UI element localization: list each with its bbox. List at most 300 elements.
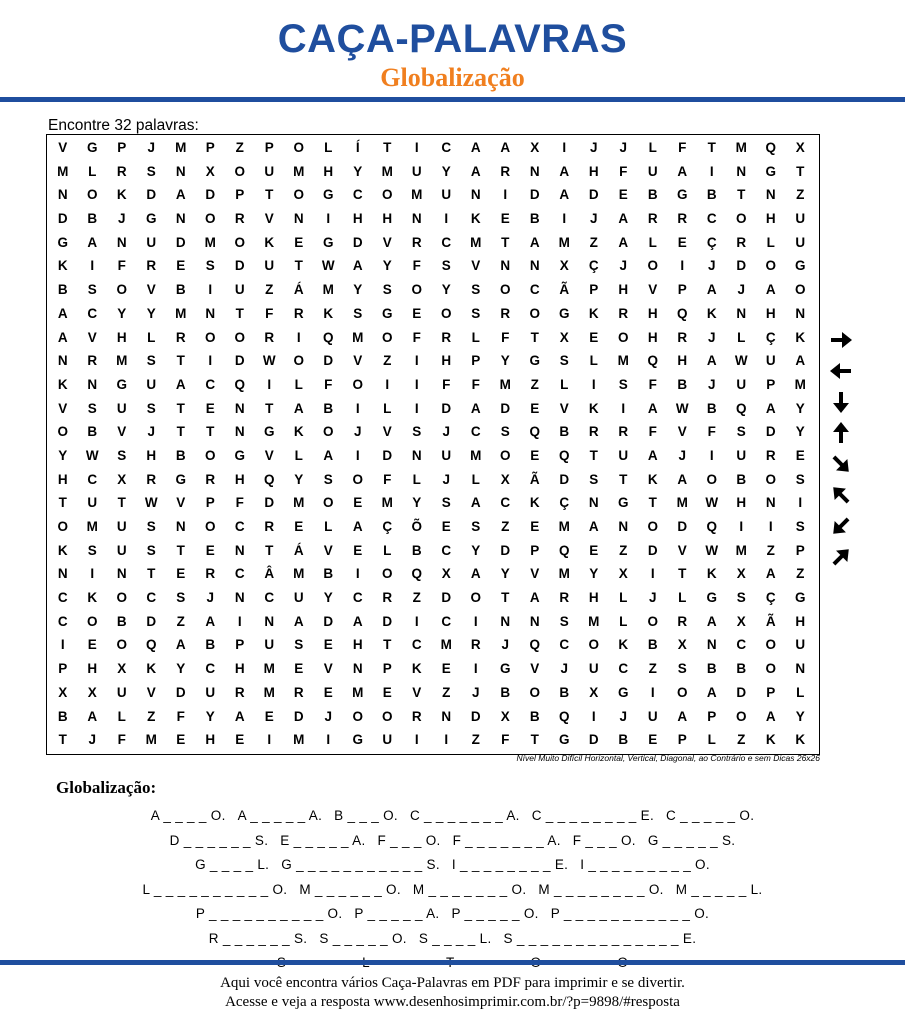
grid-letter: J bbox=[678, 447, 686, 463]
grid-letter: G bbox=[263, 424, 275, 440]
grid-letter: N bbox=[57, 566, 68, 582]
grid-letter: R bbox=[618, 305, 629, 321]
grid-letter: I bbox=[90, 566, 95, 582]
word-clue: G _ _ _ _ L. bbox=[195, 857, 270, 872]
grid-letter: D bbox=[441, 400, 452, 416]
grid-letter: O bbox=[588, 637, 599, 653]
grid-letter: S bbox=[795, 519, 805, 534]
grid-letter: X bbox=[589, 684, 599, 700]
grid-letter: F bbox=[265, 305, 274, 321]
word-clue: S _ _ _ _ _ O. bbox=[319, 930, 407, 946]
grid-letter: U bbox=[765, 353, 776, 369]
grid-letter: S bbox=[471, 282, 481, 298]
grid-letter: N bbox=[411, 211, 422, 227]
grid-letter: Ç bbox=[706, 234, 717, 250]
grid-letter: D bbox=[736, 258, 747, 274]
grid-letter: L bbox=[412, 471, 421, 487]
grid-letter: B bbox=[706, 400, 717, 416]
grid-letter: Ç bbox=[588, 258, 599, 274]
grid-letter: O bbox=[204, 519, 216, 534]
grid-letter: Q bbox=[145, 637, 157, 653]
grid-letter: H bbox=[352, 211, 363, 227]
grid-letter: Q bbox=[735, 400, 747, 416]
grid-letter: E bbox=[589, 329, 599, 345]
grid-letter: I bbox=[562, 140, 567, 155]
grid-letter: S bbox=[618, 376, 628, 392]
grid-letter: C bbox=[87, 305, 98, 321]
grid-letter: T bbox=[147, 566, 156, 582]
arrow-up-right-icon bbox=[826, 542, 856, 572]
word-clue-list bbox=[0, 804, 905, 976]
grid-letter: L bbox=[619, 590, 628, 606]
grid-letter: J bbox=[707, 329, 716, 345]
grid-letter: T bbox=[383, 140, 392, 155]
grid-letter: P bbox=[677, 282, 687, 298]
grid-letter: Z bbox=[648, 661, 657, 677]
grid-letter: V bbox=[176, 495, 186, 511]
footer bbox=[0, 974, 905, 1012]
grid-letter: I bbox=[355, 566, 360, 582]
grid-letter: Q bbox=[647, 353, 658, 369]
grid-letter: A bbox=[352, 258, 363, 274]
grid-letter: R bbox=[264, 329, 275, 345]
grid-letter: E bbox=[205, 400, 215, 416]
grid-letter: J bbox=[619, 258, 627, 274]
grid-letter: U bbox=[293, 590, 304, 606]
grid-letter: W bbox=[705, 495, 719, 511]
grid-letter: V bbox=[382, 424, 392, 440]
grid-letter: G bbox=[322, 234, 334, 250]
grid-letter: M bbox=[588, 613, 600, 629]
grid-letter: S bbox=[353, 305, 363, 321]
grid-letter: C bbox=[57, 590, 68, 606]
grid-letter: X bbox=[795, 140, 805, 155]
grid-letter: N bbox=[441, 708, 452, 724]
grid-letter: O bbox=[765, 471, 776, 487]
grid-letter: P bbox=[795, 542, 805, 558]
grid-letter: J bbox=[117, 211, 126, 227]
grid-letter: S bbox=[471, 519, 481, 534]
clue-line bbox=[0, 878, 905, 903]
grid-letter: F bbox=[117, 258, 126, 274]
word-clue: C _ _ _ _ _ O. bbox=[666, 808, 755, 823]
grid-letter: K bbox=[57, 542, 68, 558]
grid-letter: Á bbox=[293, 542, 304, 558]
grid-letter: I bbox=[444, 211, 449, 227]
word-clue: F _ _ _ O. bbox=[377, 832, 441, 848]
grid-letter: Ã bbox=[559, 282, 570, 298]
grid-letter: K bbox=[116, 187, 127, 203]
grid-letter: X bbox=[117, 661, 127, 677]
grid-letter: B bbox=[618, 732, 629, 748]
grid-letter: B bbox=[87, 211, 98, 227]
grid-letter: Ç bbox=[765, 329, 776, 345]
grid-letter: D bbox=[441, 590, 452, 606]
grid-letter: T bbox=[235, 305, 244, 321]
grid-letter: C bbox=[706, 211, 717, 227]
grid-letter: E bbox=[323, 637, 333, 653]
grid-letter: R bbox=[264, 519, 275, 534]
grid-letter: S bbox=[471, 305, 481, 321]
grid-letter: Z bbox=[147, 708, 156, 724]
grid-letter: U bbox=[736, 447, 747, 463]
grid-letter: K bbox=[57, 376, 68, 392]
grid-letter: Y bbox=[353, 282, 363, 298]
grid-letter: R bbox=[765, 447, 776, 463]
grid-letter: G bbox=[352, 732, 363, 748]
grid-letter: P bbox=[205, 140, 215, 155]
grid-letter: N bbox=[264, 613, 275, 629]
grid-letter: R bbox=[677, 211, 688, 227]
grid-letter: M bbox=[411, 187, 423, 203]
grid-letter: U bbox=[588, 661, 599, 677]
grid-letter: O bbox=[647, 258, 658, 274]
grid-letter: M bbox=[322, 282, 334, 298]
grid-letter: P bbox=[382, 661, 392, 677]
grid-letter: Z bbox=[796, 187, 805, 203]
grid-letter: P bbox=[117, 140, 127, 155]
grid-letter: H bbox=[795, 613, 806, 629]
grid-letter: Q bbox=[558, 708, 570, 724]
grid-letter: Y bbox=[205, 708, 215, 724]
grid-letter: C bbox=[234, 519, 245, 534]
grid-letter: J bbox=[147, 424, 155, 440]
word-clue: F _ _ _ _ _ _ _ A. bbox=[452, 832, 561, 848]
grid-letter: H bbox=[441, 353, 452, 369]
grid-letter: O bbox=[647, 613, 658, 629]
word-clue: G _ _ _ _ _ S. bbox=[647, 832, 736, 848]
grid-letter: A bbox=[765, 400, 776, 416]
grid-letter: R bbox=[175, 329, 186, 345]
grid-letter: P bbox=[677, 732, 687, 748]
grid-letter: U bbox=[795, 637, 806, 653]
grid-letter: N bbox=[116, 566, 127, 582]
grid-letter: P bbox=[471, 353, 481, 369]
word-clue: M _ _ _ _ _ _ _ _ O. bbox=[538, 881, 664, 897]
grid-letter: B bbox=[323, 400, 334, 416]
grid-letter: E bbox=[294, 519, 304, 534]
grid-letter: N bbox=[352, 661, 363, 677]
word-clue: D _ _ _ _ _ _ S. bbox=[169, 832, 269, 848]
grid-letter: R bbox=[588, 424, 599, 440]
grid-letter: B bbox=[559, 424, 570, 440]
grid-letter: X bbox=[441, 566, 451, 582]
grid-letter: S bbox=[441, 495, 451, 511]
grid-letter: R bbox=[293, 684, 304, 700]
grid-letter: S bbox=[294, 637, 304, 653]
grid-letter: D bbox=[57, 211, 68, 227]
grid-letter: U bbox=[234, 282, 245, 298]
grid-letter: G bbox=[116, 376, 127, 392]
grid-letter: U bbox=[618, 447, 629, 463]
grid-letter: N bbox=[116, 234, 127, 250]
grid-letter: N bbox=[57, 187, 68, 203]
grid-letter: Õ bbox=[411, 519, 422, 534]
clue-line bbox=[0, 804, 905, 829]
grid-letter: L bbox=[147, 329, 156, 345]
grid-letter: M bbox=[735, 140, 747, 155]
grid-letter: V bbox=[677, 542, 687, 558]
grid-letter: J bbox=[707, 258, 716, 274]
grid-letter: A bbox=[647, 400, 658, 416]
grid-letter: P bbox=[235, 637, 245, 653]
grid-letter: F bbox=[176, 708, 185, 724]
grid-letter: A bbox=[677, 163, 688, 179]
grid-letter: T bbox=[206, 424, 215, 440]
grid-letter: L bbox=[383, 542, 392, 558]
grid-letter: O bbox=[735, 211, 747, 227]
grid-letter: A bbox=[765, 708, 776, 724]
grid-letter: Y bbox=[441, 282, 451, 298]
grid-letter: R bbox=[382, 590, 393, 606]
grid-letter: M bbox=[293, 566, 305, 582]
grid-letter: F bbox=[648, 424, 657, 440]
grid-letter: C bbox=[441, 140, 452, 155]
grid-letter: R bbox=[647, 211, 658, 227]
grid-letter: O bbox=[57, 424, 68, 440]
grid-letter: G bbox=[794, 590, 806, 606]
grid-letter: E bbox=[264, 708, 274, 724]
grid-letter: S bbox=[176, 590, 186, 606]
grid-letter: Y bbox=[589, 566, 599, 582]
grid-letter: O bbox=[411, 282, 422, 298]
grid-letter: Y bbox=[294, 471, 304, 487]
grid-letter: O bbox=[204, 447, 216, 463]
grid-letter: C bbox=[352, 590, 363, 606]
grid-letter: X bbox=[205, 163, 215, 179]
grid-letter: L bbox=[294, 376, 303, 392]
grid-letter: A bbox=[323, 447, 334, 463]
grid-letter: F bbox=[707, 424, 716, 440]
grid-letter: T bbox=[530, 329, 539, 345]
grid-letter: S bbox=[795, 471, 805, 487]
grid-letter: S bbox=[146, 400, 156, 416]
grid-letter: B bbox=[736, 661, 747, 677]
grid-letter: L bbox=[766, 234, 775, 250]
grid-letter: V bbox=[117, 424, 127, 440]
grid-letter: S bbox=[559, 353, 569, 369]
clue-line bbox=[0, 902, 905, 927]
grid-letter: D bbox=[588, 732, 599, 748]
grid-letter: I bbox=[768, 519, 773, 534]
grid-letter: X bbox=[677, 637, 687, 653]
grid-letter: I bbox=[444, 732, 449, 748]
grid-letter: E bbox=[530, 400, 540, 416]
grid-letter: A bbox=[618, 211, 629, 227]
grid-letter: B bbox=[500, 684, 511, 700]
grid-letter: D bbox=[264, 495, 275, 511]
grid-letter: Y bbox=[795, 708, 805, 724]
grid-letter: I bbox=[739, 519, 744, 534]
arrow-up-left-icon bbox=[826, 480, 856, 510]
grid-letter: O bbox=[381, 708, 393, 724]
grid-letter: M bbox=[293, 495, 305, 511]
grid-letter: N bbox=[736, 163, 747, 179]
grid-letter: I bbox=[385, 376, 390, 392]
grid-letter: N bbox=[765, 495, 776, 511]
footer-line-1: Aqui você encontra vários Caça-Palavras em PDF para imprimir e se divertir. bbox=[220, 975, 685, 991]
grid-letter: F bbox=[648, 376, 657, 392]
word-clue: M _ _ _ _ _ _ O. bbox=[299, 881, 401, 897]
grid-letter: Y bbox=[795, 424, 805, 440]
grid-letter: D bbox=[146, 187, 157, 203]
word-clue: A _ _ _ _ _ A. bbox=[237, 808, 323, 823]
grid-letter: V bbox=[471, 258, 481, 274]
grid-letter: T bbox=[707, 140, 716, 155]
grid-letter: D bbox=[647, 542, 658, 558]
grid-letter: V bbox=[264, 447, 274, 463]
grid-letter: A bbox=[618, 234, 629, 250]
clue-line bbox=[0, 829, 905, 854]
grid-letter: S bbox=[500, 424, 510, 440]
grid-letter: K bbox=[618, 637, 629, 653]
grid-letter: H bbox=[588, 163, 599, 179]
grid-letter: I bbox=[503, 187, 508, 203]
grid-letter: N bbox=[234, 424, 245, 440]
grid-letter: Y bbox=[382, 258, 392, 274]
grid-letter: E bbox=[87, 637, 97, 653]
grid-letter: O bbox=[735, 708, 747, 724]
grid-letter: U bbox=[441, 447, 452, 463]
grid-letter: U bbox=[87, 495, 98, 511]
grid-letter: K bbox=[264, 234, 275, 250]
grid-letter: E bbox=[441, 519, 451, 534]
grid-letter: N bbox=[87, 376, 98, 392]
grid-letter: D bbox=[382, 447, 393, 463]
grid-letter: S bbox=[412, 424, 422, 440]
grid-letter: D bbox=[677, 519, 688, 534]
grid-letter: M bbox=[558, 234, 570, 250]
grid-letter: V bbox=[146, 282, 156, 298]
grid-letter: C bbox=[441, 613, 452, 629]
grid-letter: Y bbox=[441, 163, 451, 179]
grid-letter: R bbox=[234, 211, 245, 227]
grid-letter: A bbox=[175, 376, 186, 392]
grid-letter: E bbox=[323, 684, 333, 700]
grid-letter: E bbox=[382, 684, 392, 700]
grid-letter: V bbox=[323, 661, 333, 677]
grid-letter: V bbox=[146, 684, 156, 700]
grid-letter: L bbox=[117, 708, 126, 724]
grid-letter: Q bbox=[706, 519, 717, 534]
grid-letter: O bbox=[86, 613, 98, 629]
grid-letter: M bbox=[794, 376, 806, 392]
grid-letter: A bbox=[470, 163, 481, 179]
grid-letter: R bbox=[441, 329, 452, 345]
grid-letter: L bbox=[678, 590, 687, 606]
grid-letter: A bbox=[470, 495, 481, 511]
grid-letter: E bbox=[441, 661, 451, 677]
grid-letter: C bbox=[205, 376, 216, 392]
grid-letter: A bbox=[57, 305, 68, 321]
grid-letter: D bbox=[736, 684, 747, 700]
grid-letter: M bbox=[57, 163, 69, 179]
grid-letter: U bbox=[146, 376, 157, 392]
grid-letter: X bbox=[58, 684, 68, 700]
grid-letter: O bbox=[293, 353, 304, 369]
grid-letter: E bbox=[530, 519, 540, 534]
grid-letter: O bbox=[204, 329, 216, 345]
grid-letter: G bbox=[558, 732, 570, 748]
grid-letter: L bbox=[560, 376, 569, 392]
grid-letter: G bbox=[617, 684, 629, 700]
grid-letter: V bbox=[264, 211, 274, 227]
grid-letter: I bbox=[591, 376, 596, 392]
arrow-left-icon bbox=[826, 356, 856, 386]
grid-letter: Q bbox=[263, 471, 275, 487]
grid-letter: E bbox=[294, 661, 304, 677]
grid-letter: A bbox=[559, 163, 570, 179]
grid-letter: U bbox=[205, 684, 216, 700]
grid-letter: O bbox=[499, 447, 511, 463]
grid-letter: A bbox=[706, 613, 717, 629]
grid-letter: N bbox=[706, 637, 717, 653]
grid-letter: O bbox=[322, 495, 334, 511]
grid-letter: A bbox=[765, 566, 776, 582]
grid-letter: R bbox=[116, 163, 127, 179]
grid-letter: U bbox=[411, 163, 422, 179]
grid-letter: D bbox=[146, 613, 157, 629]
grid-letter: M bbox=[175, 140, 187, 155]
grid-letter: T bbox=[648, 495, 657, 511]
grid-letter: Y bbox=[471, 542, 481, 558]
grid-letter: U bbox=[264, 637, 275, 653]
grid-letter: S bbox=[146, 542, 156, 558]
grid-letter: D bbox=[323, 353, 334, 369]
grid-letter: J bbox=[471, 684, 480, 700]
grid-letter: Á bbox=[293, 282, 304, 298]
grid-letter: E bbox=[235, 732, 245, 748]
grid-letter: B bbox=[647, 187, 658, 203]
grid-letter: L bbox=[589, 353, 598, 369]
grid-letter: I bbox=[650, 566, 655, 582]
grid-letter: N bbox=[205, 305, 216, 321]
grid-letter: S bbox=[323, 471, 333, 487]
grid-letter: K bbox=[588, 400, 599, 416]
grid-letter: O bbox=[706, 471, 717, 487]
grid-letter: L bbox=[383, 400, 392, 416]
grid-letter: E bbox=[176, 258, 186, 274]
grid-letter: I bbox=[355, 447, 360, 463]
grid-letter: T bbox=[58, 495, 67, 511]
grid-letter: E bbox=[500, 211, 510, 227]
grid-letter: U bbox=[795, 211, 806, 227]
grid-letter: H bbox=[588, 590, 599, 606]
grid-letter: A bbox=[677, 471, 688, 487]
grid-letter: O bbox=[234, 234, 245, 250]
grid-letter: B bbox=[706, 661, 717, 677]
grid-letter: J bbox=[589, 211, 598, 227]
grid-letter: P bbox=[766, 376, 776, 392]
grid-letter: V bbox=[58, 140, 68, 155]
grid-letter: A bbox=[470, 566, 481, 582]
grid-letter: M bbox=[381, 163, 393, 179]
grid-letter: L bbox=[619, 613, 628, 629]
grid-letter: B bbox=[323, 566, 334, 582]
grid-letter: R bbox=[234, 684, 245, 700]
grid-letter: A bbox=[234, 708, 245, 724]
grid-letter: X bbox=[500, 708, 510, 724]
word-clue: G _ _ _ _ _ _ _ _ _ _ _ S. bbox=[281, 857, 440, 872]
grid-letter: O bbox=[470, 590, 481, 606]
grid-letter: D bbox=[500, 400, 511, 416]
grid-letter: Y bbox=[795, 400, 805, 416]
grid-letter: O bbox=[529, 684, 540, 700]
grid-letter: W bbox=[144, 495, 158, 511]
grid-letter: H bbox=[234, 471, 245, 487]
word-clue: A _ _ _ _ O. bbox=[150, 808, 226, 823]
grid-letter: G bbox=[57, 234, 68, 250]
